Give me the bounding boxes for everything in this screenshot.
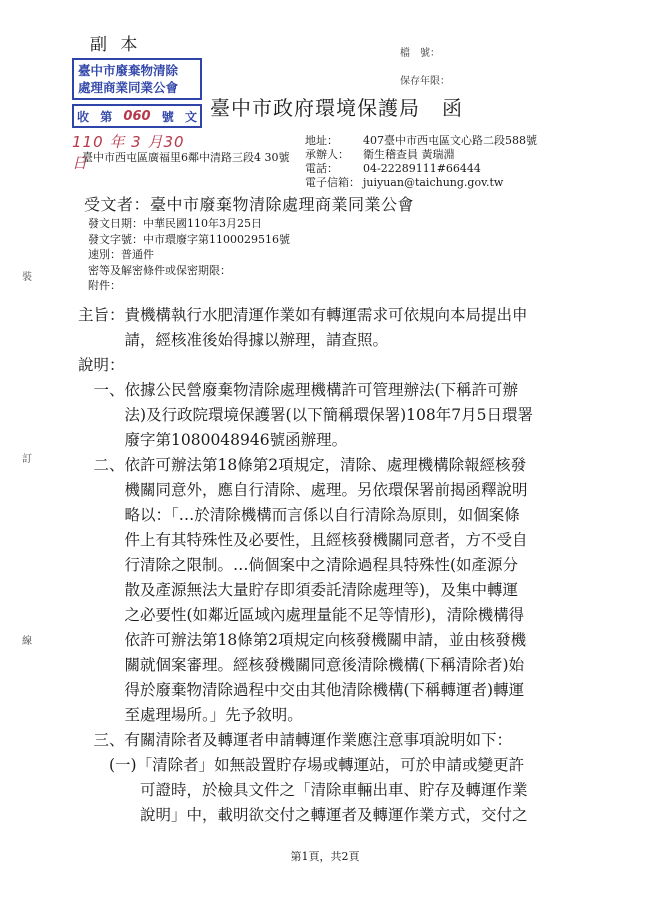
copy-label: 副 本 xyxy=(90,35,142,55)
explanation-heading: 說明： xyxy=(78,356,125,374)
stamp-org-line1: 臺中市廢棄物清除 xyxy=(78,63,179,78)
body-line: 之必要性(如鄰近區域內處理量能不足等情形)，清除機構得 xyxy=(78,606,525,624)
body-line: 略以：「…於清除機構而言係以自行清除為原則，如個案條 xyxy=(78,506,520,524)
stamp-recv-suffix: 號 xyxy=(161,109,174,124)
stamp-recv-prefix: 收 xyxy=(77,109,90,124)
email-value[interactable]: juiyuan@taichung.gov.tw xyxy=(363,176,504,189)
doc-type: 函 xyxy=(442,96,463,120)
address-value: 407臺中市西屯區文心路二段588號 xyxy=(363,134,537,147)
body-line: (一)「清除者」如無設置貯存場或轉運站，可於申請或變更許 xyxy=(78,756,525,774)
margin-note-staple: 訂 xyxy=(22,454,32,465)
body-line: 廢字第1080048946號函辦理。 xyxy=(78,431,348,449)
subject-line-2: 請，經核准後始得據以辦理，請查照。 xyxy=(78,331,389,349)
stamp-org-box xyxy=(72,58,202,100)
phone-label: 電話： xyxy=(305,162,338,175)
doc-title xyxy=(210,92,463,121)
body-line: 說明」中，載明欲交付之轉運者及轉運作業方式，交付之 xyxy=(78,806,528,824)
body-line: 件上有其特殊性及必要性，且經核發機關同意者，方不受自 xyxy=(78,531,528,549)
issue-number: 發文字號：中市環廢字第1100029516號 xyxy=(88,232,290,246)
stamp-recv-middle: 第 xyxy=(100,109,113,124)
body-line: 法)及行政院環境保護署(以下簡稱環保署)108年7月5日環署 xyxy=(78,406,533,424)
issue-date: 發文日期：中華民國110年3月25日 xyxy=(88,217,262,230)
margin-note-line: 線 xyxy=(22,636,32,647)
stamp-date: 110 年 3 月30 日 xyxy=(72,133,185,172)
body-line: 至處理場所。」先予敘明。 xyxy=(78,706,303,724)
body-line: 依許可辦法第18條第2項規定向核發機關申請，並由核發機 xyxy=(78,631,527,649)
stamp-recv-doc: 文 xyxy=(184,109,197,124)
body-line: 關就個案審理。經核發機關同意後清除機構(下稱清除者)始 xyxy=(78,656,525,674)
handler-label: 承辦人： xyxy=(305,148,349,161)
margin-note-bind: 裝 xyxy=(22,272,32,283)
page-footer: 第1頁，共2頁 xyxy=(290,850,360,863)
recipient: 受文者：臺中市廢棄物清除處理商業同業公會 xyxy=(84,195,415,214)
subject-line-1: 主旨：貴機構執行水肥清運作業如有轉運需求可依規向本局提出申 xyxy=(78,306,528,324)
stamp-recv-number: 060 xyxy=(123,108,151,124)
body-line: 機關同意外，應自行清除、處理。另依環保署前揭函釋說明 xyxy=(78,481,528,499)
agency-name: 臺中市政府環境保護局 xyxy=(210,96,420,120)
contact-address xyxy=(305,133,537,148)
attachments: 附件： xyxy=(88,279,121,292)
body-line: 可證時，於檢具文件之「清除車輛出車、貯存及轉運作業 xyxy=(78,781,528,799)
body-line: 一、依據公民營廢棄物清除處理機構許可管理辦法(下稱許可辦 xyxy=(78,381,519,399)
stamp-org-line2: 處理商業同業公會 xyxy=(78,80,179,95)
phone-value: 04-22289111#66444 xyxy=(363,162,481,175)
email-label: 電子信箱： xyxy=(305,176,360,189)
contact-email xyxy=(305,175,503,190)
body-line: 三、有關清除者及轉運者申請轉運作業應注意事項說明如下： xyxy=(78,731,513,749)
contact-handler xyxy=(305,147,455,162)
security-level: 密等及解密條件或保密期限： xyxy=(88,263,231,277)
file-number-label: 檔 號： xyxy=(400,48,440,59)
body-line: 得於廢棄物清除過程中交由其他清除機構(下稱轉運者)轉運 xyxy=(78,681,525,699)
contact-phone xyxy=(305,161,481,176)
address-label: 地址： xyxy=(305,134,338,147)
handler-value: 衛生稽查員 黃瑞淵 xyxy=(363,148,455,161)
body-line: 散及產源無法大量貯存即須委託清除處理等)，及集中轉運 xyxy=(78,581,519,599)
body-line: 行清除之限制。…倘個案中之清除過程具特殊性(如產源分 xyxy=(78,556,519,574)
retention-label: 保存年限： xyxy=(400,76,450,87)
body-line: 二、依許可辦法第18條第2項規定，清除、處理機構除報經核發 xyxy=(78,456,527,474)
recipient-address: 臺中市西屯區廣福里6鄰中清路三段4 30號 xyxy=(82,151,290,164)
priority: 速別：普通件 xyxy=(88,248,154,261)
stamp-receipt-number xyxy=(72,104,202,128)
header-fields xyxy=(88,216,290,294)
